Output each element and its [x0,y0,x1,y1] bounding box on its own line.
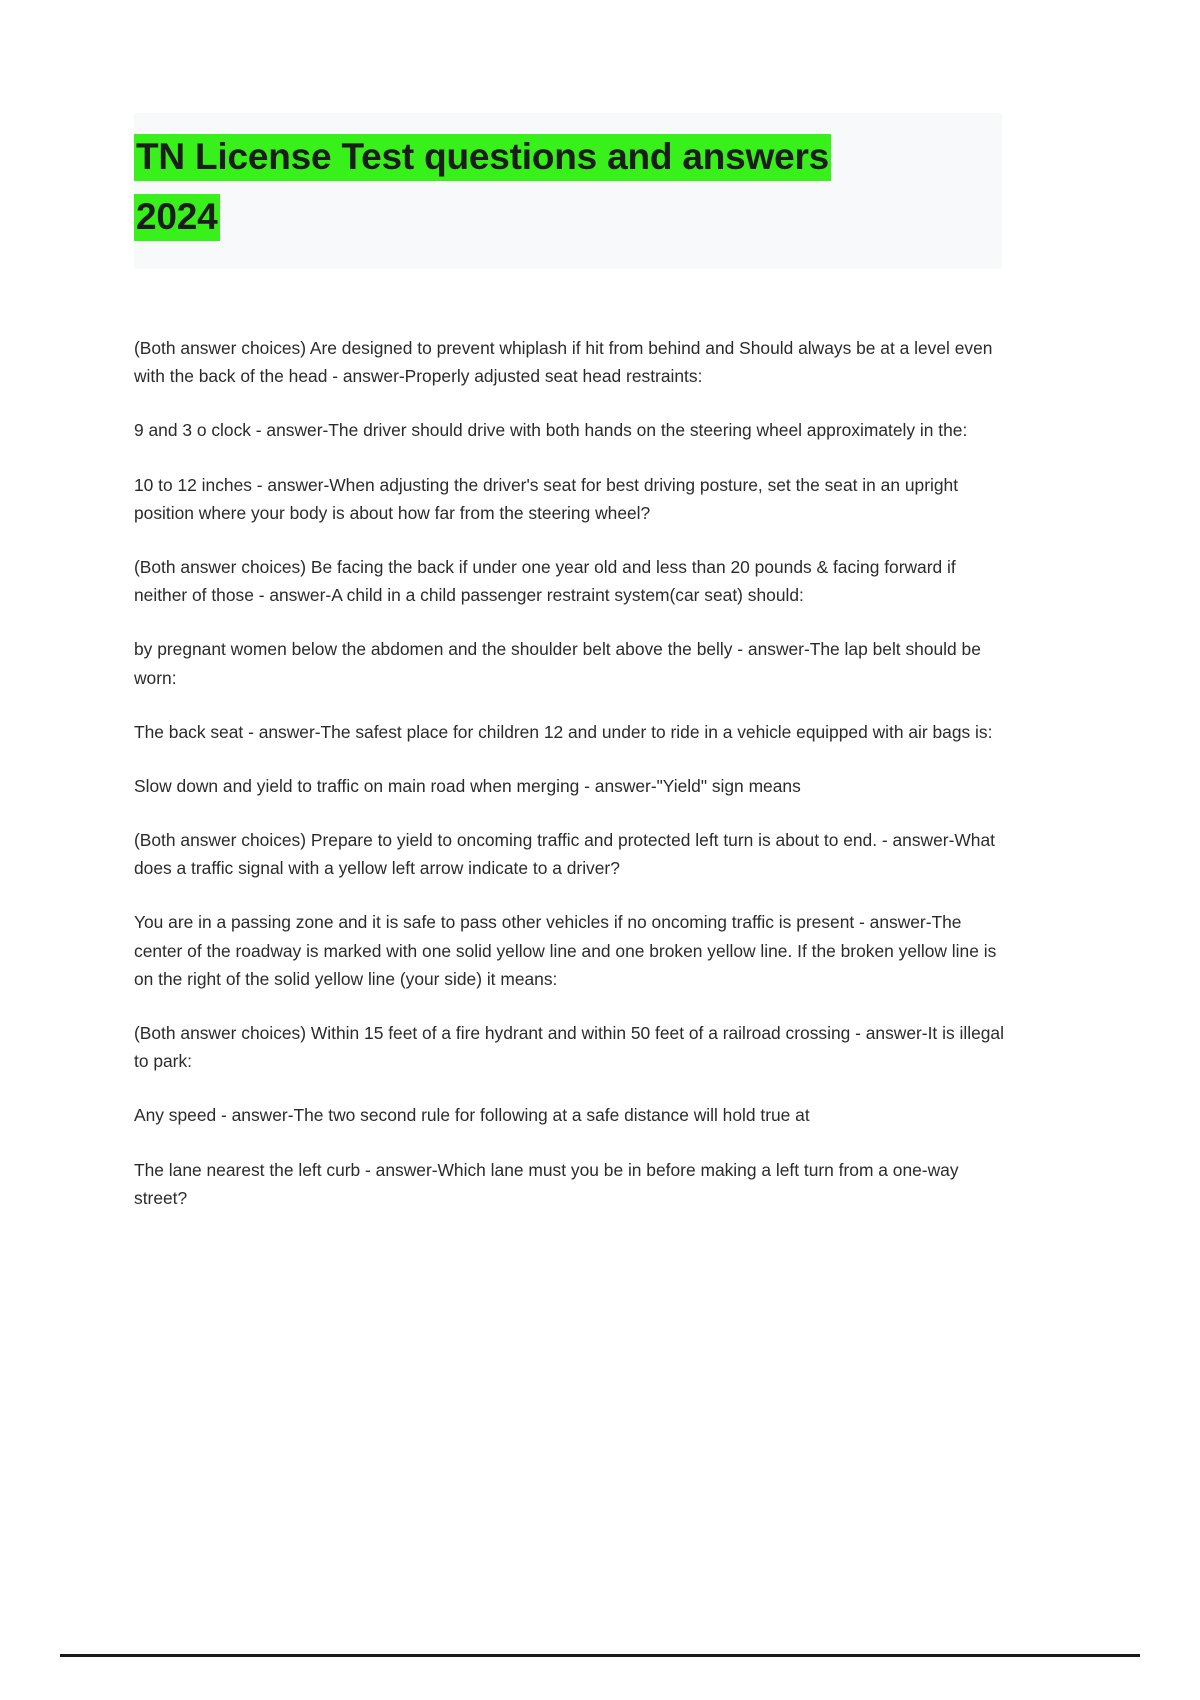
page-title-line-1: TN License Test questions and answers [134,134,831,181]
qa-paragraph: (Both answer choices) Are designed to prevent whiplash if hit from behind and Should always be at a level even with the back of the head - answer-Properly adjusted seat head restraints: [134,338,993,387]
qa-paragraph: Slow down and yield to traffic on main road when merging - answer-"Yield" sign means [134,775,801,796]
qa-paragraph: You are in a passing zone and it is safe to pass other vehicles if no oncoming traffic is present - answer-The center of the roadway is marked with one solid yellow line and one broken yellow line. If the broken yellow line is on the right of the solid yellow line (your side) it means: [134,912,997,989]
qa-paragraph: (Both answer choices) Prepare to yield to oncoming traffic and protected left turn is about to end. - answer-What does a traffic signal with a yellow left arrow indicate to a driver? [134,830,995,879]
qa-paragraph: (Both answer choices) Within 15 feet of a fire hydrant and within 50 feet of a railroad crossing - answer-It is illegal to park: [134,1023,1004,1072]
document-body [134,334,1006,1238]
qa-paragraph: by pregnant women below the abdomen and the shoulder belt above the belly - answer-The lap belt should be worn: [134,639,981,688]
qa-paragraph: 10 to 12 inches - answer-When adjusting the driver's seat for best driving posture, set the seat in an upright position where your body is about how far from the steering wheel? [134,474,959,523]
qa-paragraph: 9 and 3 o clock - answer-The driver should drive with both hands on the steering wheel approximately in the: [134,420,968,441]
footer-divider [60,1654,1140,1657]
page-title-line-2: 2024 [134,194,220,241]
page-title [134,127,1002,247]
qa-paragraph: The back seat - answer-The safest place for children 12 and under to ride in a vehicle equipped with air bags is: [134,721,993,742]
qa-paragraph: The lane nearest the left curb - answer-Which lane must you be in before making a left turn from a one-way street? [134,1159,959,1208]
qa-paragraph: Any speed - answer-The two second rule for following at a safe distance will hold true at [134,1105,810,1126]
document-title-block [134,113,1002,269]
qa-paragraph: (Both answer choices) Be facing the back if under one year old and less than 20 pounds & facing forward if neither of those - answer-A child in a child passenger restraint system(car seat) should: [134,556,956,606]
